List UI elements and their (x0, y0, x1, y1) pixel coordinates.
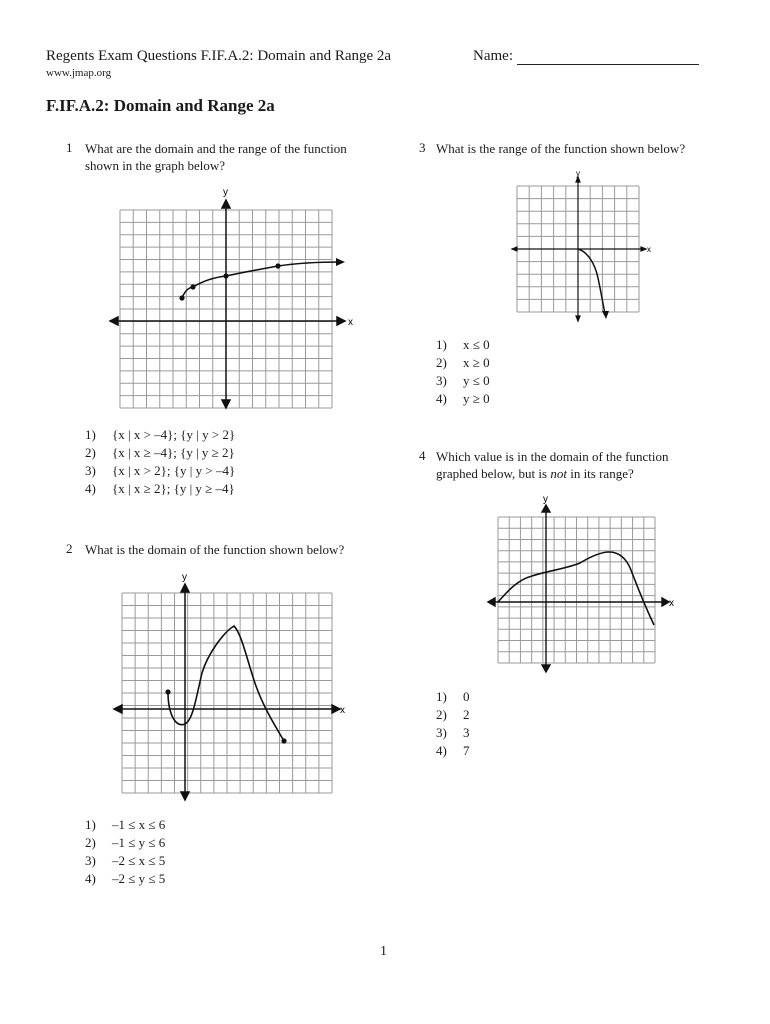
question-4-text-post: in its range? (566, 466, 634, 481)
choice-number: 4) (436, 391, 447, 406)
question-4-choices (436, 688, 470, 760)
question-1-y-arrow-down (222, 400, 230, 408)
choice-row[interactable] (85, 426, 235, 444)
choice-number: 3) (436, 725, 447, 740)
choice-row[interactable] (436, 688, 470, 706)
choice-text: {x | x ≥ –4}; {y | y ≥ 2} (112, 445, 235, 460)
header-site: www.jmap.org (46, 67, 112, 79)
question-1-axes (110, 200, 345, 408)
question-3-x-arrow-left (512, 247, 517, 251)
choice-text: 7 (463, 743, 470, 758)
question-3-number: 3 (419, 140, 426, 155)
choice-number: 4) (85, 871, 96, 886)
choice-text: x ≤ 0 (463, 337, 490, 352)
question-4-axes (488, 505, 669, 672)
question-4-text-line2 (436, 465, 669, 482)
question-2-endpoint (281, 738, 286, 743)
question-1-point (275, 263, 280, 268)
choice-number: 3) (85, 853, 96, 868)
question-3-graph (505, 168, 655, 326)
page-number: 1 (380, 944, 387, 959)
question-2-text: What is the domain of the function shown below? (85, 542, 345, 557)
question-4-x-arrow-right (662, 598, 669, 606)
choice-text: 3 (463, 725, 470, 740)
choice-row[interactable] (436, 724, 470, 742)
choice-number: 2) (85, 445, 96, 460)
question-4-y-arrow-up (542, 505, 550, 512)
choice-number: 3) (85, 463, 96, 478)
question-2-x-arrow-left (114, 705, 122, 713)
question-4-graph (485, 490, 680, 675)
choice-row[interactable] (436, 354, 490, 372)
choice-number: 2) (436, 707, 447, 722)
choice-row[interactable] (85, 870, 165, 888)
question-4-x-label: x (669, 598, 674, 609)
choice-text: 2 (463, 707, 470, 722)
choice-row[interactable] (85, 462, 235, 480)
question-2-number: 2 (66, 541, 73, 556)
choice-row[interactable] (85, 816, 165, 834)
choice-number: 1) (436, 689, 447, 704)
question-4-y-label: y (543, 494, 548, 505)
question-3-x-label: x (647, 245, 651, 254)
question-2-endpoint (165, 689, 170, 694)
question-1-point (190, 284, 195, 289)
choice-row[interactable] (436, 336, 490, 354)
choice-row[interactable] (436, 706, 470, 724)
question-3-text: What is the range of the function shown below? (436, 141, 686, 156)
question-2-y-label: y (182, 572, 187, 583)
question-1-x-arrow-right (337, 317, 345, 325)
choice-number: 1) (85, 817, 96, 832)
choice-text: {x | x > –4}; {y | y > 2} (112, 427, 236, 442)
question-2-x-label: x (340, 705, 345, 716)
choice-number: 4) (85, 481, 96, 496)
question-1-y-label: y (223, 187, 228, 198)
choice-number: 2) (85, 835, 96, 850)
question-1-curve-arrow (336, 258, 345, 266)
question-4-text-pre: graphed below, but is (436, 466, 551, 481)
choice-row[interactable] (85, 834, 165, 852)
header-title: Regents Exam Questions F.IF.A.2: Domain and Range 2a (46, 48, 392, 64)
choice-text: –1 ≤ x ≤ 6 (112, 817, 166, 832)
question-1-graph (100, 180, 360, 415)
question-4-grid (498, 517, 655, 663)
name-blank-line (517, 50, 699, 65)
question-3-x-arrow-right (641, 247, 646, 251)
choice-text: {x | x > 2}; {y | y > –4} (112, 463, 236, 478)
question-1-text-line2: shown in the graph below? (85, 158, 226, 173)
question-2-grid (122, 593, 332, 793)
question-1-point (223, 273, 228, 278)
question-1-text (85, 140, 347, 174)
question-3-choices (436, 336, 490, 408)
question-2-x-arrow-right (332, 705, 340, 713)
choice-text: 0 (463, 689, 470, 704)
choice-number: 1) (436, 337, 447, 352)
choice-number: 1) (85, 427, 96, 442)
choice-row[interactable] (85, 480, 235, 498)
question-4-y-arrow-down (542, 665, 550, 672)
choice-text: y ≤ 0 (463, 373, 490, 388)
choice-text: {x | x ≥ 2}; {y | y ≥ –4} (112, 481, 235, 496)
choice-text: y ≥ 0 (463, 391, 490, 406)
choice-number: 4) (436, 743, 447, 758)
name-label: Name: (473, 48, 513, 64)
choice-text: –2 ≤ y ≤ 5 (112, 871, 166, 886)
question-1-x-label: x (348, 317, 353, 328)
choice-row[interactable] (436, 372, 490, 390)
choice-number: 3) (436, 373, 447, 388)
question-1-y-arrow-up (222, 200, 230, 208)
question-4-number: 4 (419, 448, 426, 463)
question-3-curve-arrow (602, 311, 609, 319)
choice-row[interactable] (85, 852, 165, 870)
question-4-text-line1: Which value is in the domain of the function (436, 449, 669, 464)
choice-row[interactable] (436, 742, 470, 760)
name-field (473, 48, 699, 65)
question-1-curve (182, 262, 340, 298)
question-1-point (179, 295, 184, 300)
question-4-text (436, 448, 669, 482)
choice-number: 2) (436, 355, 447, 370)
question-2-choices (85, 816, 165, 888)
question-2-y-arrow-down (181, 792, 189, 800)
question-2-graph (100, 568, 360, 808)
page-title: F.IF.A.2: Domain and Range 2a (46, 96, 275, 115)
question-1-x-arrow-left (110, 317, 118, 325)
question-1-choices (85, 426, 235, 498)
question-1-text-line1: What are the domain and the range of the function (85, 141, 347, 156)
question-3-y-arrow-down (576, 316, 580, 321)
choice-text: –2 ≤ x ≤ 5 (112, 853, 166, 868)
question-4-x-arrow-left (488, 598, 495, 606)
choice-text: –1 ≤ y ≤ 6 (112, 835, 166, 850)
question-4-text-emphasis: not (550, 466, 567, 481)
question-2-y-arrow-up (181, 584, 189, 592)
choice-row[interactable] (436, 390, 490, 408)
question-3-curve (578, 249, 605, 314)
question-3-y-label: y (576, 169, 580, 178)
question-1-number: 1 (66, 140, 73, 155)
choice-row[interactable] (85, 444, 235, 462)
choice-text: x ≥ 0 (463, 355, 490, 370)
